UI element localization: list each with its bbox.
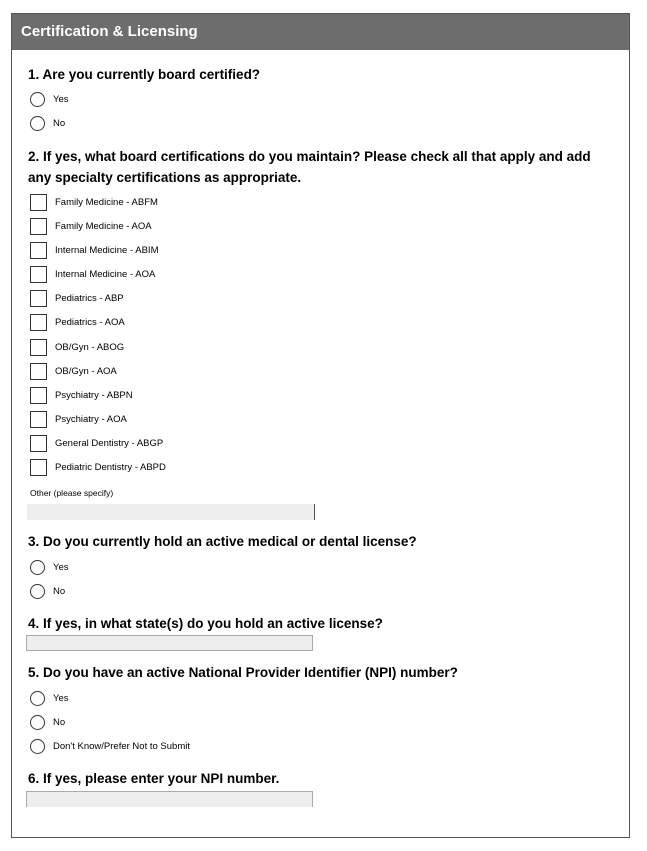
q2-option-abp[interactable] <box>30 289 124 307</box>
q3-option-yes[interactable] <box>30 558 69 576</box>
q3-option-no[interactable] <box>30 582 65 600</box>
option-label: No <box>53 117 66 129</box>
q2-option-ped-aoa[interactable] <box>30 313 125 331</box>
checkbox[interactable] <box>30 290 47 307</box>
option-label: General Dentistry - ABGP <box>55 437 164 449</box>
checkbox[interactable] <box>30 266 47 283</box>
other-specify-label: Other (please specify) <box>30 488 114 498</box>
checkbox[interactable] <box>30 411 47 428</box>
radio-button[interactable] <box>30 116 45 131</box>
q2-option-fm-aoa[interactable] <box>30 217 152 235</box>
npi-number-input[interactable] <box>26 791 313 807</box>
option-label: Family Medicine - AOA <box>55 220 152 232</box>
q2-option-abfm[interactable] <box>30 193 158 211</box>
question-4-text: 4. If yes, in what state(s) do you hold an active license? <box>28 616 383 631</box>
option-label: Pediatrics - ABP <box>55 292 124 304</box>
option-label: Yes <box>53 692 69 704</box>
option-label: Yes <box>53 93 69 105</box>
checkbox[interactable] <box>30 314 47 331</box>
q5-option-no[interactable] <box>30 713 65 731</box>
q2-option-abim[interactable] <box>30 241 159 259</box>
q2-option-im-aoa[interactable] <box>30 265 155 283</box>
radio-button[interactable] <box>30 584 45 599</box>
option-label: OB/Gyn - AOA <box>55 365 117 377</box>
checkbox[interactable] <box>30 363 47 380</box>
radio-button[interactable] <box>30 739 45 754</box>
option-label: No <box>53 716 66 728</box>
radio-button[interactable] <box>30 560 45 575</box>
question-2-text: 2. If yes, what board certifications do you maintain? Please check all that apply and add any specialty certifications as appropriate. <box>28 149 591 185</box>
q2-option-psych-aoa[interactable] <box>30 410 127 428</box>
q2-option-obgyn-aoa[interactable] <box>30 362 117 380</box>
question-6-text: 6. If yes, please enter your NPI number. <box>28 771 280 786</box>
radio-button[interactable] <box>30 715 45 730</box>
checkbox[interactable] <box>30 459 47 476</box>
option-label: Yes <box>53 561 69 573</box>
q2-option-abgp[interactable] <box>30 434 163 452</box>
q1-option-no[interactable] <box>30 114 65 132</box>
option-label: Pediatrics - AOA <box>55 316 125 328</box>
question-5-text: 5. Do you have an active National Provider Identifier (NPI) number? <box>28 665 458 680</box>
question-1-text: 1. Are you currently board certified? <box>28 67 261 82</box>
checkbox[interactable] <box>30 435 47 452</box>
option-label: Psychiatry - ABPN <box>55 389 133 401</box>
option-label: No <box>53 585 66 597</box>
q2-option-abog[interactable] <box>30 338 124 356</box>
option-label: Internal Medicine - AOA <box>55 268 156 280</box>
form-panel <box>11 13 630 838</box>
radio-button[interactable] <box>30 92 45 107</box>
checkbox[interactable] <box>30 242 47 259</box>
option-label: Family Medicine - ABFM <box>55 196 158 208</box>
checkbox[interactable] <box>30 387 47 404</box>
question-3-text: 3. Do you currently hold an active medical or dental license? <box>28 534 417 549</box>
option-label: Pediatric Dentistry - ABPD <box>55 461 166 473</box>
radio-button[interactable] <box>30 691 45 706</box>
checkbox[interactable] <box>30 339 47 356</box>
q2-option-abpn[interactable] <box>30 386 133 404</box>
q5-option-yes[interactable] <box>30 689 69 707</box>
other-specify-input[interactable] <box>27 504 315 520</box>
option-label: Internal Medicine - ABIM <box>55 244 159 256</box>
checkbox[interactable] <box>30 194 47 211</box>
option-label: OB/Gyn - ABOG <box>55 341 125 353</box>
q2-option-abpd[interactable] <box>30 458 166 476</box>
q1-option-yes[interactable] <box>30 90 69 108</box>
option-label: Psychiatry - AOA <box>55 413 127 425</box>
state-license-input[interactable] <box>26 635 313 651</box>
checkbox[interactable] <box>30 218 47 235</box>
option-label: Don't Know/Prefer Not to Submit <box>53 740 190 752</box>
section-header: Certification & Licensing <box>12 14 629 50</box>
q5-option-dont-know[interactable] <box>30 737 190 755</box>
